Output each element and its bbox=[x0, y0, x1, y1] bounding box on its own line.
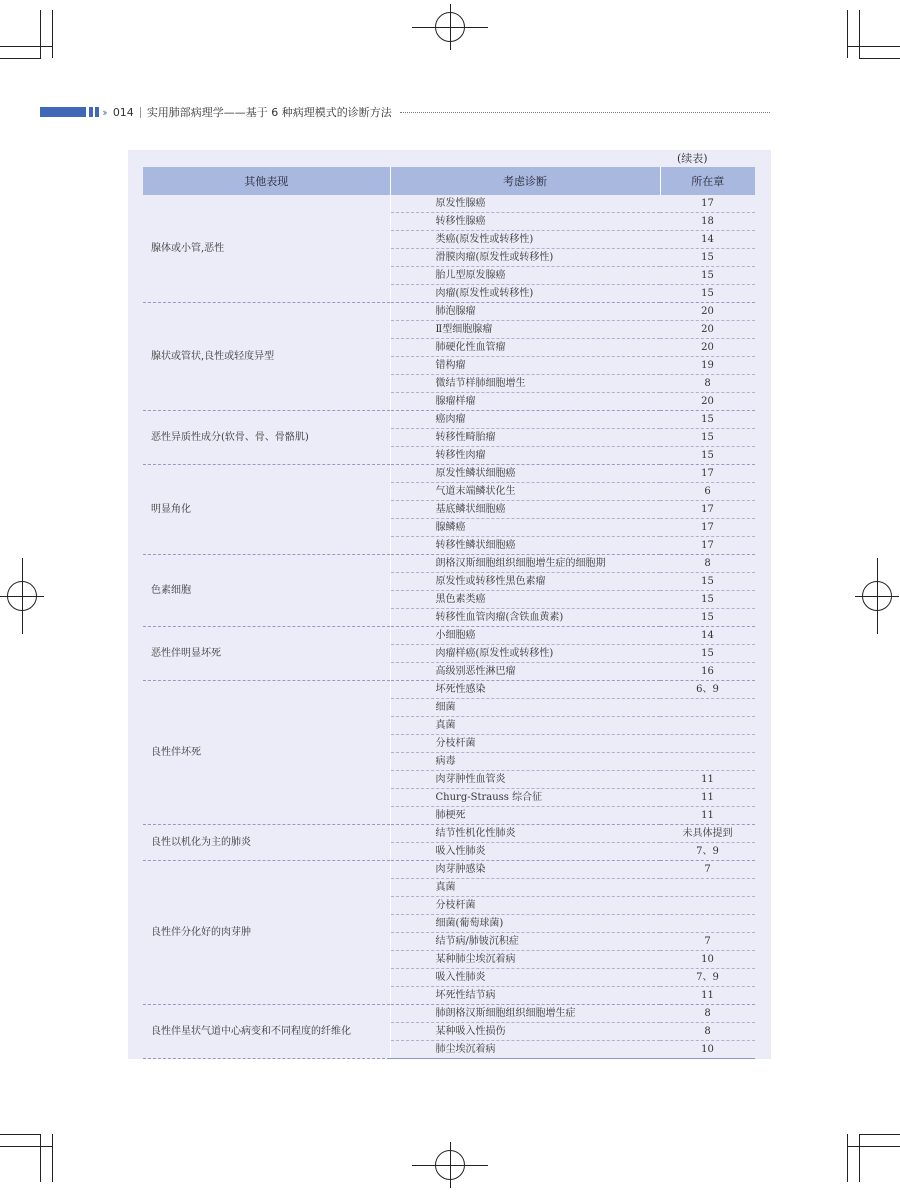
diagnosis-cell: 某种肺尘埃沉着病 bbox=[390, 951, 660, 969]
diagnosis-cell: 某种吸入性损伤 bbox=[390, 1023, 660, 1041]
chapter-cell bbox=[660, 897, 755, 915]
chapter-cell: 8 bbox=[660, 375, 755, 393]
table-row bbox=[143, 1005, 755, 1023]
table-body bbox=[143, 195, 755, 1059]
chapter-cell: 17 bbox=[660, 537, 755, 555]
diagnosis-cell: 吸入性肺炎 bbox=[390, 969, 660, 987]
finding-label: 明显角化 bbox=[143, 465, 390, 555]
diagnosis-cell: Ⅱ型细胞腺瘤 bbox=[390, 321, 660, 339]
chapter-cell bbox=[660, 699, 755, 717]
diagnosis-cell: 吸入性肺炎 bbox=[390, 843, 660, 861]
diagnosis-cell: 结节病/肺铍沉积症 bbox=[390, 933, 660, 951]
diagnosis-cell: 肺尘埃沉着病 bbox=[390, 1041, 660, 1059]
finding-label: 腺体或小管,恶性 bbox=[143, 195, 390, 303]
table-row bbox=[143, 195, 755, 213]
diagnosis-cell: 错构瘤 bbox=[390, 357, 660, 375]
chapter-cell: 11 bbox=[660, 987, 755, 1005]
chapter-cell: 15 bbox=[660, 411, 755, 429]
chapter-cell: 8 bbox=[660, 1005, 755, 1023]
chapter-cell: 15 bbox=[660, 285, 755, 303]
table-row bbox=[143, 627, 755, 645]
diagnosis-cell: 滑膜肉瘤(原发性或转移性) bbox=[390, 249, 660, 267]
chapter-cell: 未具体提到 bbox=[660, 825, 755, 843]
chapter-cell: 17 bbox=[660, 519, 755, 537]
chapter-cell: 14 bbox=[660, 231, 755, 249]
header-divider bbox=[140, 107, 141, 118]
chapter-cell: 15 bbox=[660, 429, 755, 447]
diagnosis-cell: 真菌 bbox=[390, 879, 660, 897]
table-row bbox=[143, 681, 755, 699]
diagnosis-cell: 腺瘤样瘤 bbox=[390, 393, 660, 411]
diagnosis-cell: 肺梗死 bbox=[390, 807, 660, 825]
chapter-cell: 19 bbox=[660, 357, 755, 375]
diagnosis-cell: Churg-Strauss 综合征 bbox=[390, 789, 660, 807]
chapter-cell: 7、9 bbox=[660, 969, 755, 987]
table-row bbox=[143, 411, 755, 429]
chapter-cell: 7 bbox=[660, 861, 755, 879]
diagnosis-cell: 坏死性感染 bbox=[390, 681, 660, 699]
diagnosis-cell: 肺硬化性血管瘤 bbox=[390, 339, 660, 357]
header-bar bbox=[89, 107, 93, 117]
chapter-cell: 11 bbox=[660, 771, 755, 789]
header-bar bbox=[40, 107, 86, 117]
finding-label: 恶性伴明显坏死 bbox=[143, 627, 390, 681]
chapter-cell: 6、9 bbox=[660, 681, 755, 699]
diagnosis-cell: 朗格汉斯细胞组织细胞增生症的细胞期 bbox=[390, 555, 660, 573]
diagnosis-cell: 分枝杆菌 bbox=[390, 897, 660, 915]
chapter-cell: 15 bbox=[660, 591, 755, 609]
finding-label: 良性伴星状气道中心病变和不同程度的纤维化 bbox=[143, 1005, 390, 1059]
chapter-cell: 10 bbox=[660, 951, 755, 969]
table-row bbox=[143, 555, 755, 573]
chapter-cell: 10 bbox=[660, 1041, 755, 1059]
diagnosis-cell: 结节性机化性肺炎 bbox=[390, 825, 660, 843]
diagnosis-cell: 肉芽肿性血管炎 bbox=[390, 771, 660, 789]
chapter-cell bbox=[660, 717, 755, 735]
column-header: 考虑诊断 bbox=[390, 167, 660, 195]
diagnosis-cell: 肉瘤(原发性或转移性) bbox=[390, 285, 660, 303]
column-header: 所在章 bbox=[660, 167, 755, 195]
diagnosis-table bbox=[143, 167, 755, 1059]
header-bar bbox=[95, 107, 99, 117]
diagnosis-cell: 转移性血管肉瘤(含铁血黄素) bbox=[390, 609, 660, 627]
chapter-cell: 7、9 bbox=[660, 843, 755, 861]
page-header bbox=[40, 104, 392, 120]
finding-label: 良性伴坏死 bbox=[143, 681, 390, 825]
diagnosis-cell: 癌肉瘤 bbox=[390, 411, 660, 429]
chapter-cell: 11 bbox=[660, 789, 755, 807]
chapter-cell: 20 bbox=[660, 303, 755, 321]
diagnosis-cell: 气道末端鳞状化生 bbox=[390, 483, 660, 501]
chapter-cell: 20 bbox=[660, 321, 755, 339]
finding-label: 良性以机化为主的肺炎 bbox=[143, 825, 390, 861]
table-row bbox=[143, 465, 755, 483]
chapter-cell: 15 bbox=[660, 267, 755, 285]
finding-label: 良性伴分化好的肉芽肿 bbox=[143, 861, 390, 1005]
finding-label: 恶性异质性成分(软骨、骨、骨骼肌) bbox=[143, 411, 390, 465]
diagnosis-cell: 高级别恶性淋巴瘤 bbox=[390, 663, 660, 681]
diagnosis-cell: 原发性鳞状细胞癌 bbox=[390, 465, 660, 483]
diagnosis-cell: 原发性腺癌 bbox=[390, 195, 660, 213]
diagnosis-cell: 坏死性结节病 bbox=[390, 987, 660, 1005]
diagnosis-cell: 腺鳞癌 bbox=[390, 519, 660, 537]
diagnosis-cell: 细菌 bbox=[390, 699, 660, 717]
diagnosis-cell: 转移性鳞状细胞癌 bbox=[390, 537, 660, 555]
diagnosis-cell: 真菌 bbox=[390, 717, 660, 735]
diagnosis-cell: 小细胞癌 bbox=[390, 627, 660, 645]
chapter-cell: 16 bbox=[660, 663, 755, 681]
diagnosis-cell: 肺朗格汉斯细胞组织细胞增生症 bbox=[390, 1005, 660, 1023]
diagnosis-cell: 细菌(葡萄球菌) bbox=[390, 915, 660, 933]
chapter-cell: 17 bbox=[660, 501, 755, 519]
chapter-cell: 14 bbox=[660, 627, 755, 645]
diagnosis-cell: 分枝杆菌 bbox=[390, 735, 660, 753]
diagnosis-cell: 肉瘤样癌(原发性或转移性) bbox=[390, 645, 660, 663]
continued-label: (续表) bbox=[677, 152, 708, 165]
diagnosis-cell: 转移性腺癌 bbox=[390, 213, 660, 231]
chapter-cell bbox=[660, 879, 755, 897]
diagnosis-cell: 转移性肉瘤 bbox=[390, 447, 660, 465]
table-row bbox=[143, 303, 755, 321]
diagnosis-cell: 肉芽肿感染 bbox=[390, 861, 660, 879]
chapter-cell: 15 bbox=[660, 609, 755, 627]
chapter-cell: 17 bbox=[660, 195, 755, 213]
diagnosis-cell: 转移性畸胎瘤 bbox=[390, 429, 660, 447]
chapter-cell: 8 bbox=[660, 555, 755, 573]
header-rule bbox=[400, 112, 770, 113]
chapter-cell: 17 bbox=[660, 465, 755, 483]
diagnosis-cell: 原发性或转移性黑色素瘤 bbox=[390, 573, 660, 591]
chapter-cell: 6 bbox=[660, 483, 755, 501]
page-number: 014 bbox=[112, 105, 134, 119]
diagnosis-cell: 肺泡腺瘤 bbox=[390, 303, 660, 321]
chapter-cell: 11 bbox=[660, 807, 755, 825]
chapter-cell: 15 bbox=[660, 249, 755, 267]
chapter-cell: 20 bbox=[660, 339, 755, 357]
finding-label: 腺状或管状,良性或轻度异型 bbox=[143, 303, 390, 411]
table-row bbox=[143, 825, 755, 843]
chapter-cell: 15 bbox=[660, 447, 755, 465]
chapter-cell: 15 bbox=[660, 573, 755, 591]
column-header: 其他表现 bbox=[143, 167, 390, 195]
table-header-row bbox=[143, 167, 755, 195]
chapter-cell bbox=[660, 753, 755, 771]
book-title: 实用肺部病理学——基于 6 种病理模式的诊断方法 bbox=[146, 106, 392, 119]
chapter-cell: 20 bbox=[660, 393, 755, 411]
diagnosis-cell: 病毒 bbox=[390, 753, 660, 771]
chapter-cell: 18 bbox=[660, 213, 755, 231]
finding-label: 色素细胞 bbox=[143, 555, 390, 627]
chapter-cell: 7 bbox=[660, 933, 755, 951]
diagnosis-cell: 微结节样肺细胞增生 bbox=[390, 375, 660, 393]
double-chevron-icon: ›› bbox=[102, 105, 105, 119]
chapter-cell: 8 bbox=[660, 1023, 755, 1041]
table-row bbox=[143, 861, 755, 879]
chapter-cell bbox=[660, 735, 755, 753]
diagnosis-cell: 基底鳞状细胞癌 bbox=[390, 501, 660, 519]
chapter-cell bbox=[660, 915, 755, 933]
diagnosis-cell: 黑色素类癌 bbox=[390, 591, 660, 609]
diagnosis-cell: 胎儿型原发腺癌 bbox=[390, 267, 660, 285]
chapter-cell: 15 bbox=[660, 645, 755, 663]
diagnosis-cell: 类癌(原发性或转移性) bbox=[390, 231, 660, 249]
